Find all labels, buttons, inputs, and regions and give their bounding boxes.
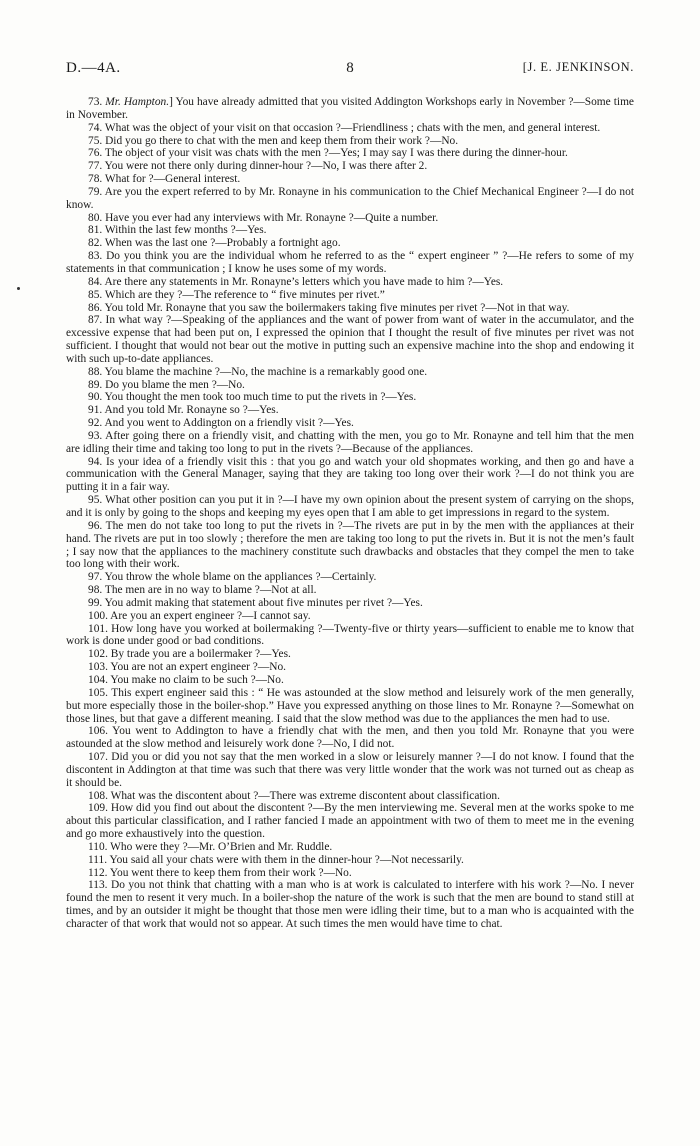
paragraph-text: 74. What was the object of your visit on that occasion ?—Friendliness ; chats with the men, and general interest. <box>88 121 601 134</box>
testimony-paragraph <box>66 790 634 803</box>
testimony-paragraph <box>66 610 634 623</box>
testimony-paragraph <box>66 276 634 289</box>
testimony-paragraph <box>66 494 634 520</box>
testimony-paragraph <box>66 879 634 930</box>
paragraph-text: 112. You went there to keep them from their work ?—No. <box>88 866 352 879</box>
testimony-paragraph <box>66 687 634 726</box>
testimony-paragraph <box>66 135 634 148</box>
page-header <box>66 60 634 80</box>
witness-name: [J. E. JENKINSON. <box>522 60 634 74</box>
paragraph-text: 103. You are not an expert engineer ?—No. <box>88 661 287 674</box>
paragraph-text: 83. Do you think you are the individual whom he referred to as the “ expert engineer ” ?—He refers to some of my statements in that communication ; I know he uses some of my words. <box>66 250 634 275</box>
paragraph-text: 84. Are there any statements in Mr. Ronayne’s letters which you have made to him ?—Yes. <box>88 275 504 288</box>
paragraph-text: 87. In what way ?—Speaking of the appliances and the want of power from want of water in the accumulator, and the excessive expense that had been put on, I expressed the opinion that I thought the result of five minutes per rivet was not sufficient. I thought that would not bear out the motive in putting such an expensive machine into the shop and endowing it with such up-to-date appliances. <box>66 314 634 365</box>
paragraph-text: 102. By trade you are a boilermaker ?—Yes. <box>88 648 291 661</box>
testimony-paragraph <box>66 147 634 160</box>
paragraph-text: 98. The men are in no way to blame ?—Not at all. <box>88 584 317 597</box>
paragraph-text: 96. The men do not take too long to put the rivets in ?—The rivets are put in by the men with the appliances at their hand. The rivets are put in too slowly ; therefore the men are taking too long to put the rivets in. But it is not the men’s fault ; I say now that the appliances to the machinery constitute such drawbacks and obstacles that they compel the men to take too long with their work. <box>66 519 634 571</box>
paragraph-text: 93. After going there on a friendly visit, and chatting with the men, you go to Mr. Ronayne and tell him that the men are idling their time and taking too long to put in the rivets ?—Because of the appliances. <box>66 429 634 455</box>
paragraph-text: 110. Who were they ?—Mr. O’Brien and Mr. Ruddle. <box>88 840 333 853</box>
testimony-paragraph <box>66 661 634 674</box>
testimony-paragraph <box>66 648 634 661</box>
paragraph-text: 113. Do you not think that chatting with a man who is at work is calculated to interfere with his work ?—No. I never found the men to resent it very much. In a boiler-shop the nature of the work is such that the men are bound to stand still at times, and by an outsider it might be thought that those men were idling their time, but to a man who is acquainted with the character of that work that would not so appear. At such times the men would have time to chat. <box>66 879 634 930</box>
testimony-paragraph <box>66 597 634 610</box>
paragraph-text: 78. What for ?—General interest. <box>88 173 241 186</box>
testimony-paragraph <box>66 520 634 571</box>
paragraph-text: 94. Is your idea of a friendly visit this : that you go and watch your old shopmates working, and then go and have a communication with the General Manager, saying that they are taking too long over their work ?—I do not think you are putting it in a fair way. <box>66 455 634 494</box>
testimony-paragraph <box>66 417 634 430</box>
testimony-paragraph <box>66 289 634 302</box>
paragraph-text: 86. You told Mr. Ronayne that you saw the boilermakers taking five minutes per rivet ?—Not in that way. <box>88 301 570 314</box>
testimony-paragraph <box>66 430 634 456</box>
testimony-paragraph <box>66 584 634 597</box>
paragraph-text: 97. You throw the whole blame on the appliances ?—Certainly. <box>88 571 377 584</box>
paragraph-text: 92. And you went to Addington on a friendly visit ?—Yes. <box>88 417 354 430</box>
page-number: 8 <box>346 60 354 76</box>
testimony-paragraph <box>66 250 634 276</box>
testimony-paragraph <box>66 186 634 212</box>
paragraph-text: 99. You admit making that statement about five minutes per rivet ?—Yes. <box>88 596 423 609</box>
paragraph-text: 77. You were not there only during dinner-hour ?—No, I was there after 2. <box>88 160 428 173</box>
margin-dot <box>17 287 20 290</box>
paragraph-text: 111. You said all your chats were with them in the dinner-hour ?—Not necessarily. <box>88 853 464 866</box>
testimony-paragraph <box>66 674 634 687</box>
testimony-paragraph <box>66 212 634 225</box>
testimony-paragraph <box>66 841 634 854</box>
paragraph-text: 107. Did you or did you not say that the men worked in a slow or leisurely manner ?—I do not know. I found that the discontent in Addington at that time was such that there was very little wonder that the work was not turned out as cheap as it should be. <box>66 751 634 789</box>
paragraph-text: 105. This expert engineer said this : “ He was astounded at the slow method and leisurely work of the men generally, but more especially those in the boiler-shop.” Have you expressed anything on those lines to Mr. Ronayne ?—Somewhat on those lines, but that gave a different meaning. I said that the slow method was due to the appliances the men had to use. <box>66 686 634 725</box>
paragraph-text: 108. What was the discontent about ?—There was extreme discontent about classification. <box>88 789 500 802</box>
paragraph-text: 106. You went to Addington to have a friendly chat with the men, and then you told Mr. Ronayne that you were astounded at the slow method and leisurely work done ?—No, I did not. <box>66 725 634 751</box>
paragraph-text: 76. The object of your visit was chats with the men ?—Yes; I may say I was there during the dinner-hour. <box>88 147 568 160</box>
paragraph-text: 90. You thought the men took too much time to put the rivets in ?—Yes. <box>88 391 417 404</box>
paragraph-text: 95. What other position can you put it in ?—I have my own opinion about the present system of carrying on the shops, and it is only by going to the shops and keeping my eyes open that I am able to get impressions in regard to the system. <box>66 494 634 519</box>
testimony-paragraph <box>66 160 634 173</box>
paragraph-text: 88. You blame the machine ?—No, the machine is a remarkably good one. <box>88 365 428 378</box>
paragraph-text: 80. Have you ever had any interviews with Mr. Ronayne ?—Quite a number. <box>88 211 439 224</box>
testimony-paragraph <box>66 571 634 584</box>
document-code: D.—4A. <box>66 60 121 76</box>
testimony-paragraph <box>66 456 634 495</box>
testimony-paragraph <box>66 224 634 237</box>
testimony-paragraph <box>66 96 634 122</box>
paragraph-text: 101. How long have you worked at boilermaking ?—Twenty-five or thirty years—sufficient to enable me to know that work is done under good or bad conditions. <box>66 622 634 648</box>
testimony-paragraph <box>66 237 634 250</box>
testimony-paragraph <box>66 366 634 379</box>
testimony-paragraph <box>66 867 634 880</box>
testimony-paragraph <box>66 122 634 135</box>
testimony-paragraph <box>66 302 634 315</box>
testimony-paragraph <box>66 173 634 186</box>
paragraph-text: 91. And you told Mr. Ronayne so ?—Yes. <box>88 404 279 417</box>
paragraph-text: 75. Did you go there to chat with the men and keep them from their work ?—No. <box>88 134 459 147</box>
paragraph-text: 109. How did you find out about the discontent ?—By the men interviewing me. Several men at the works spoke to me about this particular classification, and I rather fancied I made an appointment with two of them to meet me in the evening and go more exhaustively into the question. <box>66 802 634 841</box>
testimony-paragraph <box>66 623 634 649</box>
examiner-name: Mr. Hampton. <box>105 96 170 108</box>
testimony-paragraph <box>66 314 634 365</box>
paragraph-text: 81. Within the last few months ?—Yes. <box>88 224 267 237</box>
paragraph-text: 85. Which are they ?—The reference to “ five minutes per rivet.” <box>88 288 385 301</box>
testimony-paragraph <box>66 404 634 417</box>
testimony-paragraph <box>66 751 634 790</box>
testimony-paragraph <box>66 379 634 392</box>
paragraph-text: ] You have already admitted that you visited Addington Workshops early in November ?—Some time in November. <box>66 96 634 121</box>
testimony-paragraph <box>66 854 634 867</box>
paragraph-text: 79. Are you the expert referred to by Mr. Ronayne in his communication to the Chief Mechanical Engineer ?—I do not know. <box>66 185 634 211</box>
paragraph-text: 82. When was the last one ?—Probably a fortnight ago. <box>88 237 341 250</box>
question-number: 73. <box>88 96 106 108</box>
paragraph-text: 100. Are you an expert engineer ?—I cannot say. <box>88 609 311 622</box>
testimony-paragraph <box>66 725 634 751</box>
paragraph-text: 89. Do you blame the men ?—No. <box>88 378 245 391</box>
paragraph-text: 104. You make no claim to be such ?—No. <box>88 673 284 686</box>
testimony-paragraph <box>66 802 634 841</box>
testimony-body <box>66 96 634 931</box>
testimony-paragraph <box>66 391 634 404</box>
